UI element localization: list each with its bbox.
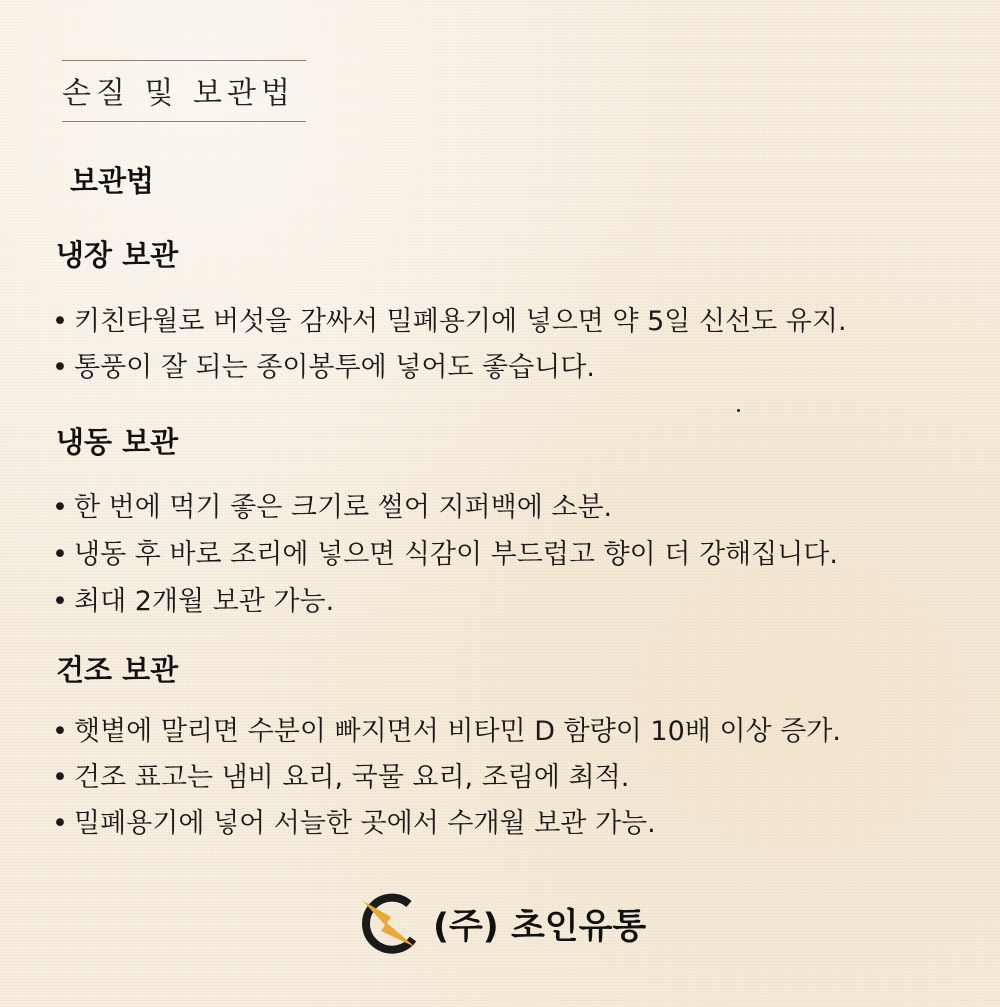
list-item xyxy=(52,348,595,388)
list-item-text: 한 번에 먹기 좋은 크기로 썰어 지퍼백에 소분. xyxy=(74,492,613,523)
bullet-dot: • xyxy=(52,762,68,793)
list-item-text: 밀폐용기에 넣어 서늘한 곳에서 수개월 보관 가능. xyxy=(74,808,656,839)
list-item-text: 최대 2개월 보관 가능. xyxy=(74,586,335,617)
group-title-refrigerated: 냉장 보관 xyxy=(56,238,179,272)
group-title-dried: 건조 보관 xyxy=(56,653,179,687)
bullet-dot: • xyxy=(52,539,68,570)
list-item xyxy=(52,758,629,798)
section-title: 보관법 xyxy=(70,164,155,198)
company-name: (주) 초인유통 xyxy=(433,907,647,947)
list-item-text: 통풍이 잘 되는 종이봉투에 넣어도 좋습니다. xyxy=(74,352,595,383)
list-item-text: 키친타월로 버섯을 감싸서 밀폐용기에 넣으면 약 5일 신선도 유지. xyxy=(74,306,847,337)
list-item xyxy=(52,302,847,342)
list-item-text: 건조 표고는 냄비 요리, 국물 요리, 조림에 최적. xyxy=(74,762,630,793)
header-top-rule xyxy=(62,60,306,61)
bullet-dot: • xyxy=(52,306,68,337)
decorative-dot xyxy=(737,409,740,412)
group-title-frozen: 냉동 보관 xyxy=(56,425,179,459)
bullet-dot: • xyxy=(52,352,68,383)
list-item xyxy=(52,488,612,528)
bullet-dot: • xyxy=(52,808,68,839)
list-item xyxy=(52,535,838,575)
lightning-c-logo-icon xyxy=(357,891,423,957)
company-footer xyxy=(357,891,646,957)
list-item xyxy=(52,582,334,622)
list-item-text: 햇볕에 말리면 수분이 빠지면서 비타민 D 함량이 10배 이상 증가. xyxy=(74,716,841,747)
list-item-text: 냉동 후 바로 조리에 넣으면 식감이 부드럽고 향이 더 강해집니다. xyxy=(74,539,838,570)
header-bottom-rule xyxy=(62,121,306,122)
page-header-title: 손질 및 보관법 xyxy=(62,76,295,111)
list-item xyxy=(52,712,841,752)
list-item xyxy=(52,804,656,844)
bullet-dot: • xyxy=(52,716,68,747)
bullet-dot: • xyxy=(52,492,68,523)
bullet-dot: • xyxy=(52,586,68,617)
